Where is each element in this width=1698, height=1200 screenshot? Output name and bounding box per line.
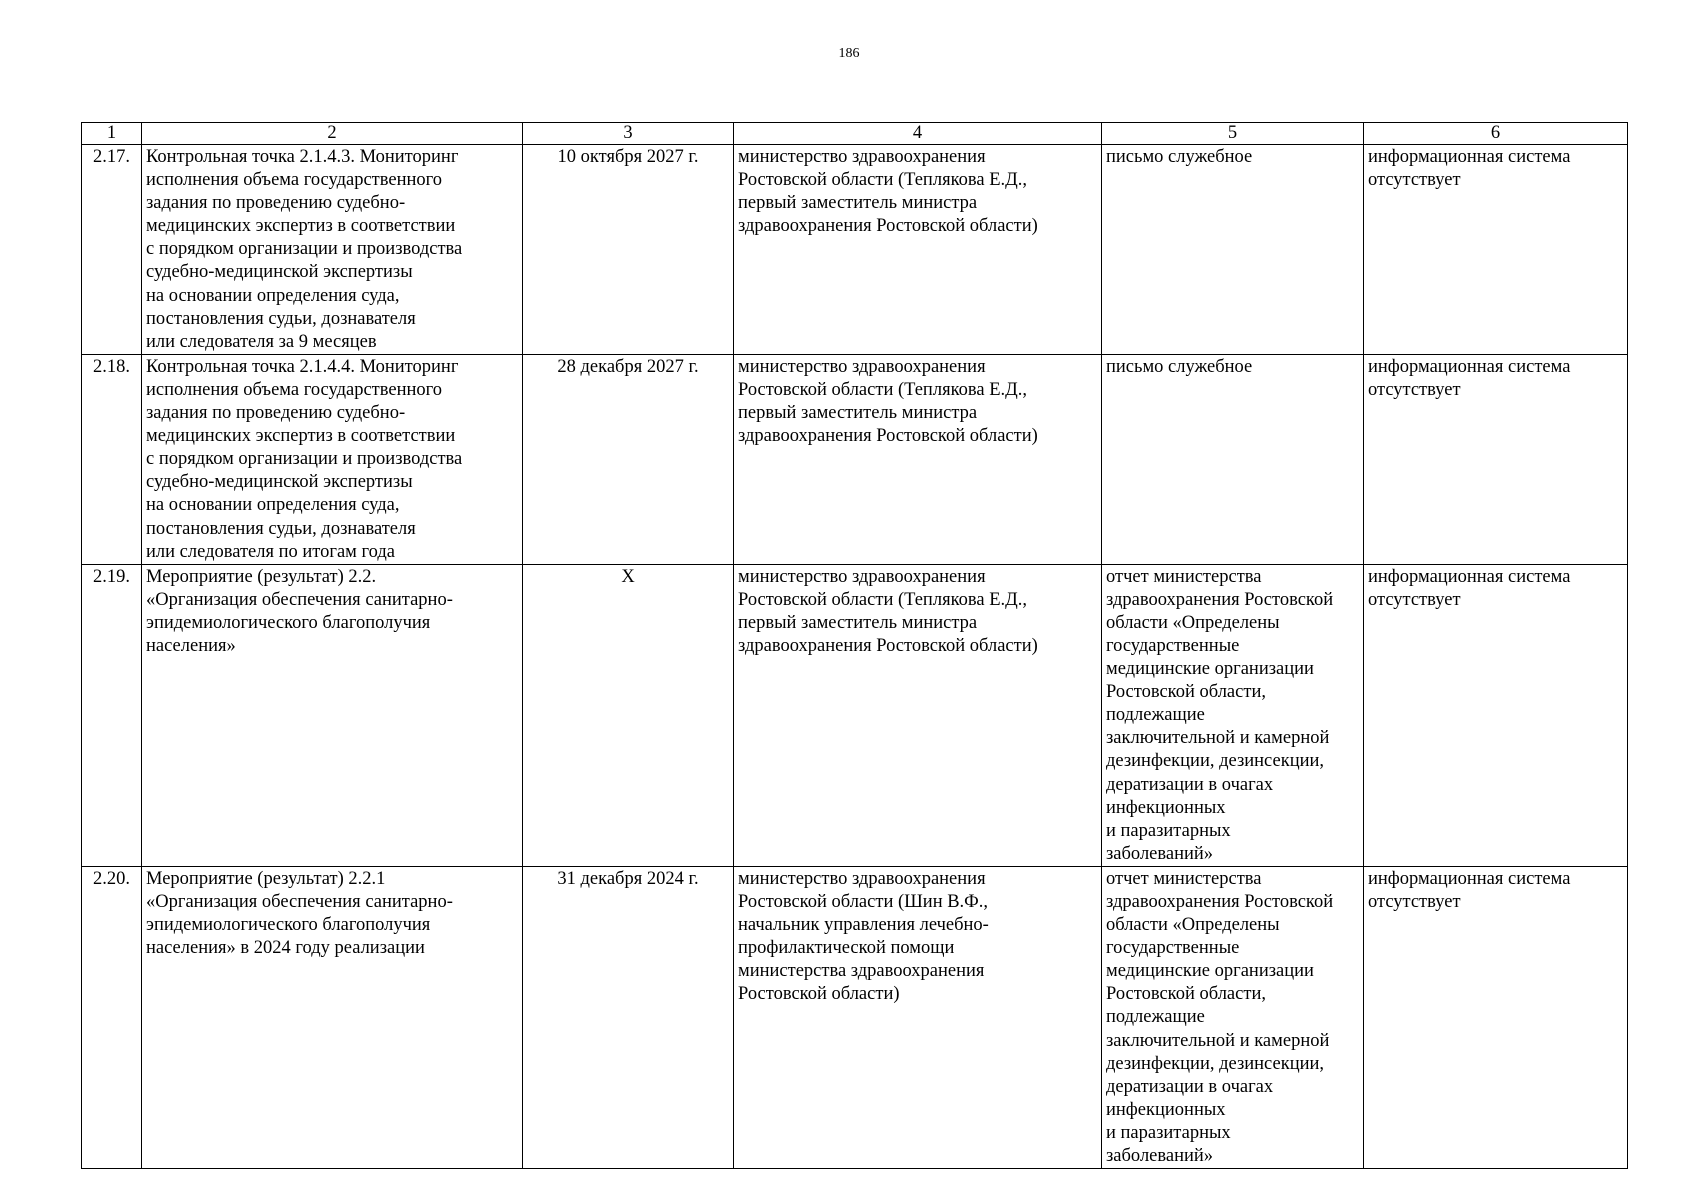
info-system-cell: информационная система отсутствует bbox=[1364, 354, 1628, 564]
name-cell: Контрольная точка 2.1.4.3. Мониторинг исполнения объема государственного задания по проведению судебно- медицинских экспертиз в соответствии с порядком организации и производства судебно-медицинской экспертизы на основании определения суда, постановления судьи, дознавателя или следователя за 9 месяцев bbox=[142, 145, 523, 355]
name-cell: Контрольная точка 2.1.4.4. Мониторинг исполнения объема государственного задания по проведению судебно- медицинских экспертиз в соответствии с порядком организации и производства судебно-медицинской экспертизы на основании определения суда, постановления судьи, дознавателя или следователя по итогам года bbox=[142, 354, 523, 564]
responsible-cell: министерство здравоохранения Ростовской области (Теплякова Е.Д., первый заместитель министра здравоохранения Ростовской области) bbox=[734, 145, 1102, 355]
row-number-cell: 2.18. bbox=[82, 354, 142, 564]
column-header: 6 bbox=[1364, 123, 1628, 145]
page-number: 186 bbox=[838, 46, 860, 61]
document-cell: отчет министерства здравоохранения Ростовской области «Определены государственные медицинские организации Ростовской области, подлежащие заключительной и камерной дезинфекции, дезинсекции, дератизации в очагах инфекционных и паразитарных заболеваний» bbox=[1102, 866, 1364, 1168]
column-header: 1 bbox=[82, 123, 142, 145]
responsible-cell: министерство здравоохранения Ростовской области (Теплякова Е.Д., первый заместитель министра здравоохранения Ростовской области) bbox=[734, 354, 1102, 564]
responsible-cell: министерство здравоохранения Ростовской области (Шин В.Ф., начальник управления лечебно- профилактической помощи министерства здравоохранения Ростовской области) bbox=[734, 866, 1102, 1168]
column-header: 2 bbox=[142, 123, 523, 145]
table-row bbox=[82, 564, 1628, 866]
info-system-cell: информационная система отсутствует bbox=[1364, 145, 1628, 355]
column-header: 3 bbox=[523, 123, 734, 145]
date-cell: Х bbox=[523, 564, 734, 866]
column-header: 4 bbox=[734, 123, 1102, 145]
row-number-cell: 2.20. bbox=[82, 866, 142, 1168]
name-cell: Мероприятие (результат) 2.2.1 «Организация обеспечения санитарно- эпидемиологического благополучия населения» в 2024 году реализации bbox=[142, 866, 523, 1168]
table-row bbox=[82, 354, 1628, 564]
date-cell: 10 октября 2027 г. bbox=[523, 145, 734, 355]
column-header: 5 bbox=[1102, 123, 1364, 145]
document-cell: письмо служебное bbox=[1102, 145, 1364, 355]
name-cell: Мероприятие (результат) 2.2. «Организация обеспечения санитарно- эпидемиологического благополучия населения» bbox=[142, 564, 523, 866]
table-row bbox=[82, 145, 1628, 355]
row-number-cell: 2.19. bbox=[82, 564, 142, 866]
row-number-cell: 2.17. bbox=[82, 145, 142, 355]
document-cell: отчет министерства здравоохранения Ростовской области «Определены государственные медицинские организации Ростовской области, подлежащие заключительной и камерной дезинфекции, дезинсекции, дератизации в очагах инфекционных и паразитарных заболеваний» bbox=[1102, 564, 1364, 866]
info-system-cell: информационная система отсутствует bbox=[1364, 564, 1628, 866]
table-header-row bbox=[82, 123, 1628, 145]
date-cell: 28 декабря 2027 г. bbox=[523, 354, 734, 564]
responsible-cell: министерство здравоохранения Ростовской области (Теплякова Е.Д., первый заместитель министра здравоохранения Ростовской области) bbox=[734, 564, 1102, 866]
table-row bbox=[82, 866, 1628, 1168]
document-cell: письмо служебное bbox=[1102, 354, 1364, 564]
info-system-cell: информационная система отсутствует bbox=[1364, 866, 1628, 1168]
plan-table bbox=[81, 122, 1628, 1169]
date-cell: 31 декабря 2024 г. bbox=[523, 866, 734, 1168]
